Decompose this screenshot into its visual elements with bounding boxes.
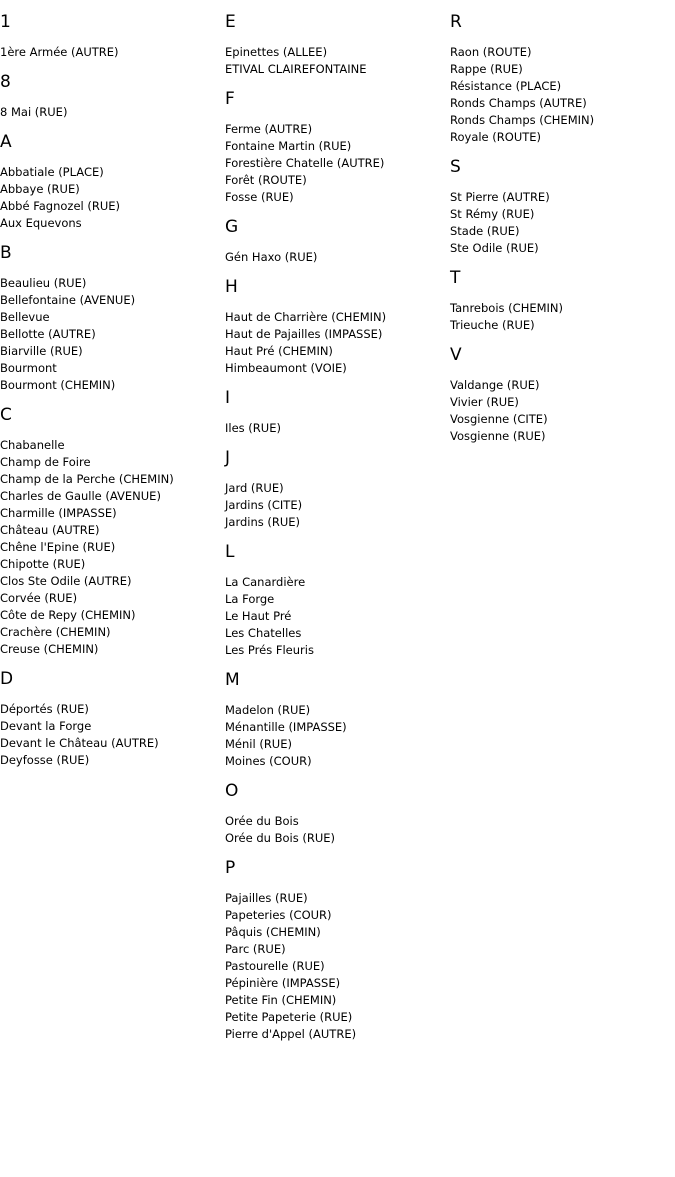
section-letter-heading: M <box>225 670 240 690</box>
street-list <box>225 480 450 531</box>
letter-section <box>225 781 450 847</box>
street-link[interactable]: Ferme (AUTRE) <box>225 122 313 136</box>
section-letter-heading: C <box>0 405 12 425</box>
letter-section <box>225 858 450 1043</box>
street-list <box>225 309 450 377</box>
letter-section <box>0 72 225 121</box>
street-link[interactable]: Ménil (RUE) <box>225 737 292 751</box>
street-link[interactable]: Château (AUTRE) <box>0 523 100 537</box>
street-index-column-3 <box>450 12 675 456</box>
section-letter-heading: I <box>225 388 231 408</box>
street-link[interactable]: Abbatiale (PLACE) <box>0 165 104 179</box>
street-link[interactable]: Petite Papeterie (RUE) <box>225 1010 353 1024</box>
street-link[interactable]: Chabanelle <box>0 438 65 452</box>
section-letter-heading: E <box>225 12 236 32</box>
street-link[interactable]: Forestière Chatelle (AUTRE) <box>225 156 385 170</box>
section-letter-heading: D <box>0 669 14 689</box>
street-link[interactable]: Papeteries (COUR) <box>225 908 332 922</box>
street-link[interactable]: Jardins (CITE) <box>225 498 303 512</box>
street-link[interactable]: ETIVAL CLAIREFONTAINE <box>225 62 367 76</box>
street-list <box>0 104 225 121</box>
street-link[interactable]: Bellefontaine (AVENUE) <box>0 293 136 307</box>
street-list <box>450 44 675 146</box>
section-letter-heading: P <box>225 858 236 878</box>
street-list <box>450 300 675 334</box>
street-link[interactable]: Rappe (RUE) <box>450 62 523 76</box>
section-letter-heading: A <box>0 132 12 152</box>
letter-section <box>225 277 450 377</box>
street-link[interactable]: Abbaye (RUE) <box>0 182 80 196</box>
letter-section <box>0 243 225 394</box>
section-letter-heading: R <box>450 12 462 32</box>
street-list <box>225 249 450 266</box>
street-link[interactable]: La Forge <box>225 592 275 606</box>
street-list <box>450 189 675 257</box>
letter-section <box>225 670 450 770</box>
street-link[interactable]: Pâquis (CHEMIN) <box>225 925 321 939</box>
section-letter-heading: V <box>450 345 462 365</box>
street-link[interactable]: Orée du Bois <box>225 814 299 828</box>
street-link[interactable]: Pépinière (IMPASSE) <box>225 976 341 990</box>
street-link[interactable]: Creuse (CHEMIN) <box>0 642 99 656</box>
street-link[interactable]: Iles (RUE) <box>225 421 281 435</box>
street-link[interactable]: Jard (RUE) <box>225 481 284 495</box>
street-list <box>450 377 675 445</box>
street-link[interactable]: Jardins (RUE) <box>225 515 301 529</box>
street-index-column-1 <box>0 12 225 780</box>
letter-section <box>0 132 225 232</box>
street-link[interactable]: Aux Equevons <box>0 216 82 230</box>
street-link[interactable]: Ménantille (IMPASSE) <box>225 720 347 734</box>
street-link[interactable]: La Canardière <box>225 575 306 589</box>
section-letter-heading: J <box>225 448 231 468</box>
letter-section <box>450 268 675 334</box>
section-letter-heading: B <box>0 243 12 263</box>
street-link[interactable]: Bourmont <box>0 361 57 375</box>
street-link[interactable]: Clos Ste Odile (AUTRE) <box>0 574 132 588</box>
street-link[interactable]: Raon (ROUTE) <box>450 45 532 59</box>
street-list <box>225 574 450 659</box>
section-letter-heading: H <box>225 277 238 297</box>
letter-section <box>225 388 450 437</box>
street-list <box>0 437 225 658</box>
street-link[interactable]: Biarville (RUE) <box>0 344 83 358</box>
street-link[interactable]: Corvée (RUE) <box>0 591 78 605</box>
street-link[interactable]: Charmille (IMPASSE) <box>0 506 117 520</box>
section-letter-heading: S <box>450 157 461 177</box>
street-link[interactable]: Chêne l'Epine (RUE) <box>0 540 116 554</box>
street-list <box>225 813 450 847</box>
section-letter-heading: G <box>225 217 239 237</box>
street-list <box>0 275 225 394</box>
street-link[interactable]: Champ de Foire <box>0 455 91 469</box>
section-letter-heading: 1 <box>0 12 11 32</box>
street-link[interactable]: 1ère Armée (AUTRE) <box>0 45 119 59</box>
street-link[interactable]: Pastourelle (RUE) <box>225 959 325 973</box>
street-link[interactable]: Ronds Champs (CHEMIN) <box>450 113 595 127</box>
street-link[interactable]: Les Chatelles <box>225 626 302 640</box>
section-letter-heading: T <box>450 268 461 288</box>
street-link[interactable]: Beaulieu (RUE) <box>0 276 87 290</box>
street-link[interactable]: Ste Odile (RUE) <box>450 241 539 255</box>
street-link[interactable]: Pajailles (RUE) <box>225 891 308 905</box>
street-link[interactable]: Parc (RUE) <box>225 942 286 956</box>
street-link[interactable]: Tanrebois (CHEMIN) <box>450 301 564 315</box>
street-link[interactable]: Vosgienne (RUE) <box>450 429 546 443</box>
street-link[interactable]: Haut de Pajailles (IMPASSE) <box>225 327 383 341</box>
street-link[interactable]: 8 Mai (RUE) <box>0 105 68 119</box>
street-link[interactable]: Bellevue <box>0 310 50 324</box>
street-link[interactable]: Crachère (CHEMIN) <box>0 625 111 639</box>
street-list <box>0 701 225 769</box>
section-letter-heading: F <box>225 89 235 109</box>
street-link[interactable]: Abbé Fagnozel (RUE) <box>0 199 121 213</box>
letter-section <box>225 217 450 266</box>
street-link[interactable]: St Pierre (AUTRE) <box>450 190 550 204</box>
street-link[interactable]: Vosgienne (CITE) <box>450 412 548 426</box>
street-link[interactable]: Pierre d'Appel (AUTRE) <box>225 1027 357 1041</box>
street-link[interactable]: Royale (ROUTE) <box>450 130 542 144</box>
section-letter-heading: O <box>225 781 239 801</box>
letter-section <box>225 542 450 659</box>
street-link[interactable]: Côte de Repy (CHEMIN) <box>0 608 136 622</box>
street-link[interactable]: Himbeaumont (VOIE) <box>225 361 347 375</box>
street-link[interactable]: Orée du Bois (RUE) <box>225 831 335 845</box>
street-link[interactable]: Résistance (PLACE) <box>450 79 562 93</box>
street-link[interactable]: Deyfosse (RUE) <box>0 753 90 767</box>
street-link[interactable]: Valdange (RUE) <box>450 378 540 392</box>
street-list <box>225 702 450 770</box>
letter-section <box>225 12 450 78</box>
section-letter-heading: 8 <box>0 72 11 92</box>
street-link[interactable]: Bourmont (CHEMIN) <box>0 378 116 392</box>
letter-section <box>0 12 225 61</box>
letter-section <box>450 157 675 257</box>
street-link[interactable]: Forêt (ROUTE) <box>225 173 307 187</box>
street-link[interactable]: Bellotte (AUTRE) <box>0 327 96 341</box>
street-link[interactable]: Le Haut Pré <box>225 609 292 623</box>
street-list <box>225 121 450 206</box>
letter-section <box>450 345 675 445</box>
street-link[interactable]: Fontaine Martin (RUE) <box>225 139 352 153</box>
street-link[interactable]: Chipotte (RUE) <box>0 557 86 571</box>
letter-section <box>0 405 225 658</box>
street-link[interactable]: Trieuche (RUE) <box>450 318 535 332</box>
street-link[interactable]: Champ de la Perche (CHEMIN) <box>0 472 174 486</box>
street-link[interactable]: Moines (COUR) <box>225 754 312 768</box>
letter-section <box>225 89 450 206</box>
street-link[interactable]: Haut Pré (CHEMIN) <box>225 344 333 358</box>
street-link[interactable]: Gén Haxo (RUE) <box>225 250 318 264</box>
street-link[interactable]: Déportés (RUE) <box>0 702 89 716</box>
letter-section <box>225 448 450 531</box>
street-list <box>0 164 225 232</box>
street-list <box>0 44 225 61</box>
street-list <box>225 890 450 1043</box>
section-letter-heading: L <box>225 542 235 562</box>
street-link[interactable]: Charles de Gaulle (AVENUE) <box>0 489 161 503</box>
street-link[interactable]: Stade (RUE) <box>450 224 520 238</box>
street-link[interactable]: Haut de Charrière (CHEMIN) <box>225 310 387 324</box>
street-list <box>225 44 450 78</box>
street-link[interactable]: Madelon (RUE) <box>225 703 311 717</box>
letter-section <box>0 669 225 769</box>
street-link[interactable]: Les Prés Fleuris <box>225 643 314 657</box>
street-link[interactable]: Ronds Champs (AUTRE) <box>450 96 587 110</box>
street-link[interactable]: Fosse (RUE) <box>225 190 294 204</box>
street-list <box>225 420 450 437</box>
street-index-column-2 <box>225 12 450 1054</box>
letter-section <box>450 12 675 146</box>
street-link[interactable]: Devant la Forge <box>0 719 92 733</box>
street-link[interactable]: Vivier (RUE) <box>450 395 519 409</box>
street-link[interactable]: St Rémy (RUE) <box>450 207 535 221</box>
street-link[interactable]: Petite Fin (CHEMIN) <box>225 993 337 1007</box>
street-link[interactable]: Epinettes (ALLEE) <box>225 45 328 59</box>
street-link[interactable]: Devant le Château (AUTRE) <box>0 736 159 750</box>
